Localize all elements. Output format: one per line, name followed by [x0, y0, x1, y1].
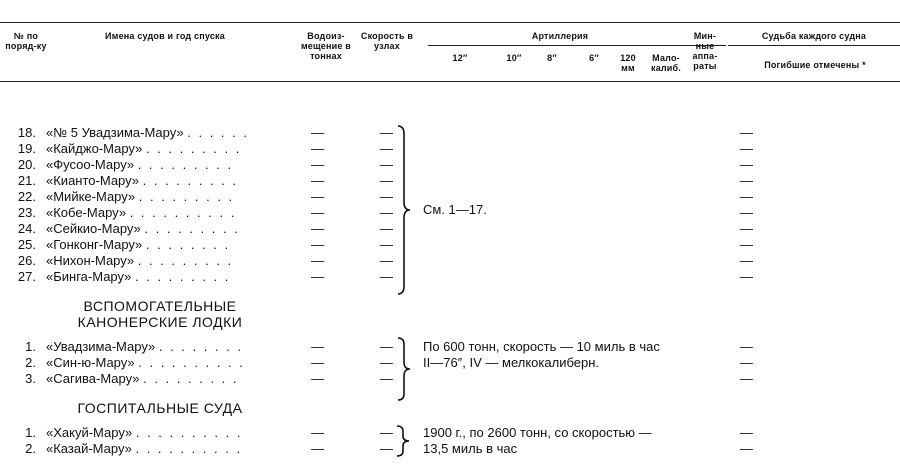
header-art-12: 12″ [452, 53, 468, 63]
speed-value: — [380, 339, 393, 354]
table-row [0, 221, 900, 237]
row-number: 20. [17, 157, 36, 172]
ship-name [46, 173, 238, 189]
displacement-value: — [311, 205, 324, 220]
leader-dots: . . . . . . . . . [142, 173, 239, 188]
ship-name [46, 189, 234, 205]
fate-value: — [740, 221, 753, 236]
ship-name-text: «Кобе-Мару» [46, 205, 127, 220]
gunboats-note: По 600 тонн, скорость — 10 миль в час [423, 339, 660, 354]
speed-value: — [380, 157, 393, 172]
ship-name [46, 355, 245, 371]
header-art-6: 6″ [589, 53, 599, 63]
row-number: 24. [17, 221, 36, 236]
table-row [0, 371, 900, 387]
hospital-note: 1900 г., по 2600 тонн, со скоростью — [423, 425, 652, 440]
ship-name [46, 269, 230, 285]
fate-value: — [740, 339, 753, 354]
leader-dots: . . . . . . . . . [145, 141, 242, 156]
header-fate-sub: Погибшие отмечены * [764, 60, 866, 70]
speed-value: — [380, 269, 393, 284]
leader-dots: . . . . . . . . . . [135, 425, 243, 440]
header-art-120: 120 мм [620, 53, 636, 73]
displacement-value: — [311, 371, 324, 386]
header-fate: Судьба каждого судна [761, 31, 867, 41]
fate-value: — [740, 157, 753, 172]
row-number: 19. [17, 141, 36, 156]
ship-name [46, 441, 242, 457]
row-number: 2. [25, 441, 36, 456]
row-number: 21. [17, 173, 36, 188]
header-artillery: Артиллерия [531, 31, 589, 41]
section-title: ГОСПИТАЛЬНЫЕ СУДА [77, 400, 243, 416]
table-row [0, 253, 900, 269]
ship-name [46, 371, 239, 387]
fate-value: — [740, 141, 753, 156]
ship-name-text: «Сейкио-Мару» [46, 221, 141, 236]
speed-value: — [380, 125, 393, 140]
fate-value: — [740, 173, 753, 188]
ship-name-text: «№ 5 Увадзима-Мару» [46, 125, 184, 140]
leader-dots: . . . . . . . . . [135, 269, 231, 284]
header-art-10: 10″ [506, 53, 522, 63]
group1-brace [396, 124, 412, 296]
speed-value: — [380, 237, 393, 252]
displacement-value: — [311, 253, 324, 268]
leader-dots: . . . . . . . . . . [138, 355, 245, 370]
speed-value: — [380, 141, 393, 156]
header-speed: Скорость в узлах [360, 31, 414, 51]
row-number: 23. [17, 205, 36, 220]
gunboats-note: II—76″, IV — мелкокалиберн. [423, 355, 600, 370]
table-row [0, 125, 900, 141]
displacement-value: — [311, 237, 324, 252]
speed-value: — [380, 355, 393, 370]
header-num: № по поряд-ку [5, 31, 47, 51]
ship-name-text: «Син-ю-Мару» [46, 355, 135, 370]
header-art-small: Мало-калиб. [650, 53, 682, 73]
displacement-value: — [311, 125, 324, 140]
ship-name-text: «Мийке-Мару» [46, 189, 136, 204]
ship-name-text: «Хакуй-Мару» [46, 425, 133, 440]
row-number: 26. [17, 253, 36, 268]
hospital-brace [395, 424, 411, 458]
header-displacement: Водоиз-мещение в тоннах [300, 31, 352, 61]
header-art-8: 8″ [547, 53, 557, 63]
row-number: 18. [17, 125, 36, 140]
table-row [0, 237, 900, 253]
section-title: КАНОНЕРСКИЕ ЛОДКИ [77, 314, 243, 330]
hospital-note: 13,5 миль в час [423, 441, 518, 456]
header-mines: Мин-ные аппа-раты [692, 31, 718, 71]
ship-name-text: «Казай-Мару» [46, 441, 132, 456]
displacement-value: — [311, 157, 324, 172]
speed-value: — [380, 371, 393, 386]
leader-dots: . . . . . . . . . . [129, 205, 237, 220]
leader-dots: . . . . . . . . . [144, 221, 240, 236]
displacement-value: — [311, 441, 324, 456]
row-number: 3. [25, 371, 36, 386]
ship-name-text: «Бинга-Мару» [46, 269, 132, 284]
fate-value: — [740, 125, 753, 140]
ship-name [46, 141, 241, 157]
row-number: 1. [25, 339, 36, 354]
ship-name-text: «Гонконг-Мару» [46, 237, 143, 252]
speed-value: — [380, 173, 393, 188]
displacement-value: — [311, 355, 324, 370]
displacement-value: — [311, 173, 324, 188]
speed-value: — [380, 221, 393, 236]
leader-dots: . . . . . . . . . [137, 253, 234, 268]
fate-value: — [740, 371, 753, 386]
ship-name [46, 253, 233, 269]
fate-value: — [740, 441, 753, 456]
ship-name-text: «Фусоо-Мару» [46, 157, 135, 172]
speed-value: — [380, 205, 393, 220]
ship-name [46, 339, 243, 355]
header-name: Имена судов и год спуска [105, 31, 225, 41]
table-row [0, 141, 900, 157]
fate-value: — [740, 237, 753, 252]
ship-name-text: «Кайджо-Мару» [46, 141, 143, 156]
speed-value: — [380, 425, 393, 440]
ship-name [46, 425, 242, 441]
leader-dots: . . . . . . . . . . [135, 441, 243, 456]
ship-name [46, 205, 236, 221]
ship-name [46, 237, 230, 253]
ship-name [46, 221, 240, 237]
row-number: 22. [17, 189, 36, 204]
row-number: 2. [25, 355, 36, 370]
table-row [0, 157, 900, 173]
leader-dots: . . . . . . [187, 125, 249, 140]
speed-value: — [380, 253, 393, 268]
table-row [0, 173, 900, 189]
leader-dots: . . . . . . . . . [138, 189, 235, 204]
displacement-value: — [311, 339, 324, 354]
header-bottom-rule [0, 81, 900, 82]
fate-value: — [740, 189, 753, 204]
group1-note: См. 1—17. [423, 202, 487, 217]
row-number: 1. [25, 425, 36, 440]
displacement-value: — [311, 425, 324, 440]
speed-value: — [380, 441, 393, 456]
artillery-rule [428, 45, 726, 46]
header-top-rule [0, 22, 900, 23]
displacement-value: — [311, 221, 324, 236]
ship-name-text: «Нихон-Мару» [46, 253, 135, 268]
fate-value: — [740, 355, 753, 370]
ship-name-text: «Кианто-Мару» [46, 173, 140, 188]
leader-dots: . . . . . . . . . [143, 371, 239, 386]
row-number: 25. [17, 237, 36, 252]
leader-dots: . . . . . . . . [145, 237, 231, 252]
ship-name-text: «Увадзима-Мару» [46, 339, 156, 354]
fate-value: — [740, 253, 753, 268]
leader-dots: . . . . . . . . . [137, 157, 234, 172]
ship-name [46, 125, 249, 141]
ship-name-text: «Сагива-Мару» [46, 371, 140, 386]
section-title: ВСПОМОГАТЕЛЬНЫЕ [83, 298, 237, 314]
speed-value: — [380, 189, 393, 204]
leader-dots: . . . . . . . . [158, 339, 244, 354]
gunboats-brace [396, 336, 412, 402]
fate-value: — [740, 205, 753, 220]
displacement-value: — [311, 269, 324, 284]
fate-rule [728, 45, 900, 46]
fate-value: — [740, 269, 753, 284]
displacement-value: — [311, 141, 324, 156]
table-row [0, 269, 900, 285]
displacement-value: — [311, 189, 324, 204]
row-number: 27. [17, 269, 36, 284]
fate-value: — [740, 425, 753, 440]
ship-name [46, 157, 233, 173]
